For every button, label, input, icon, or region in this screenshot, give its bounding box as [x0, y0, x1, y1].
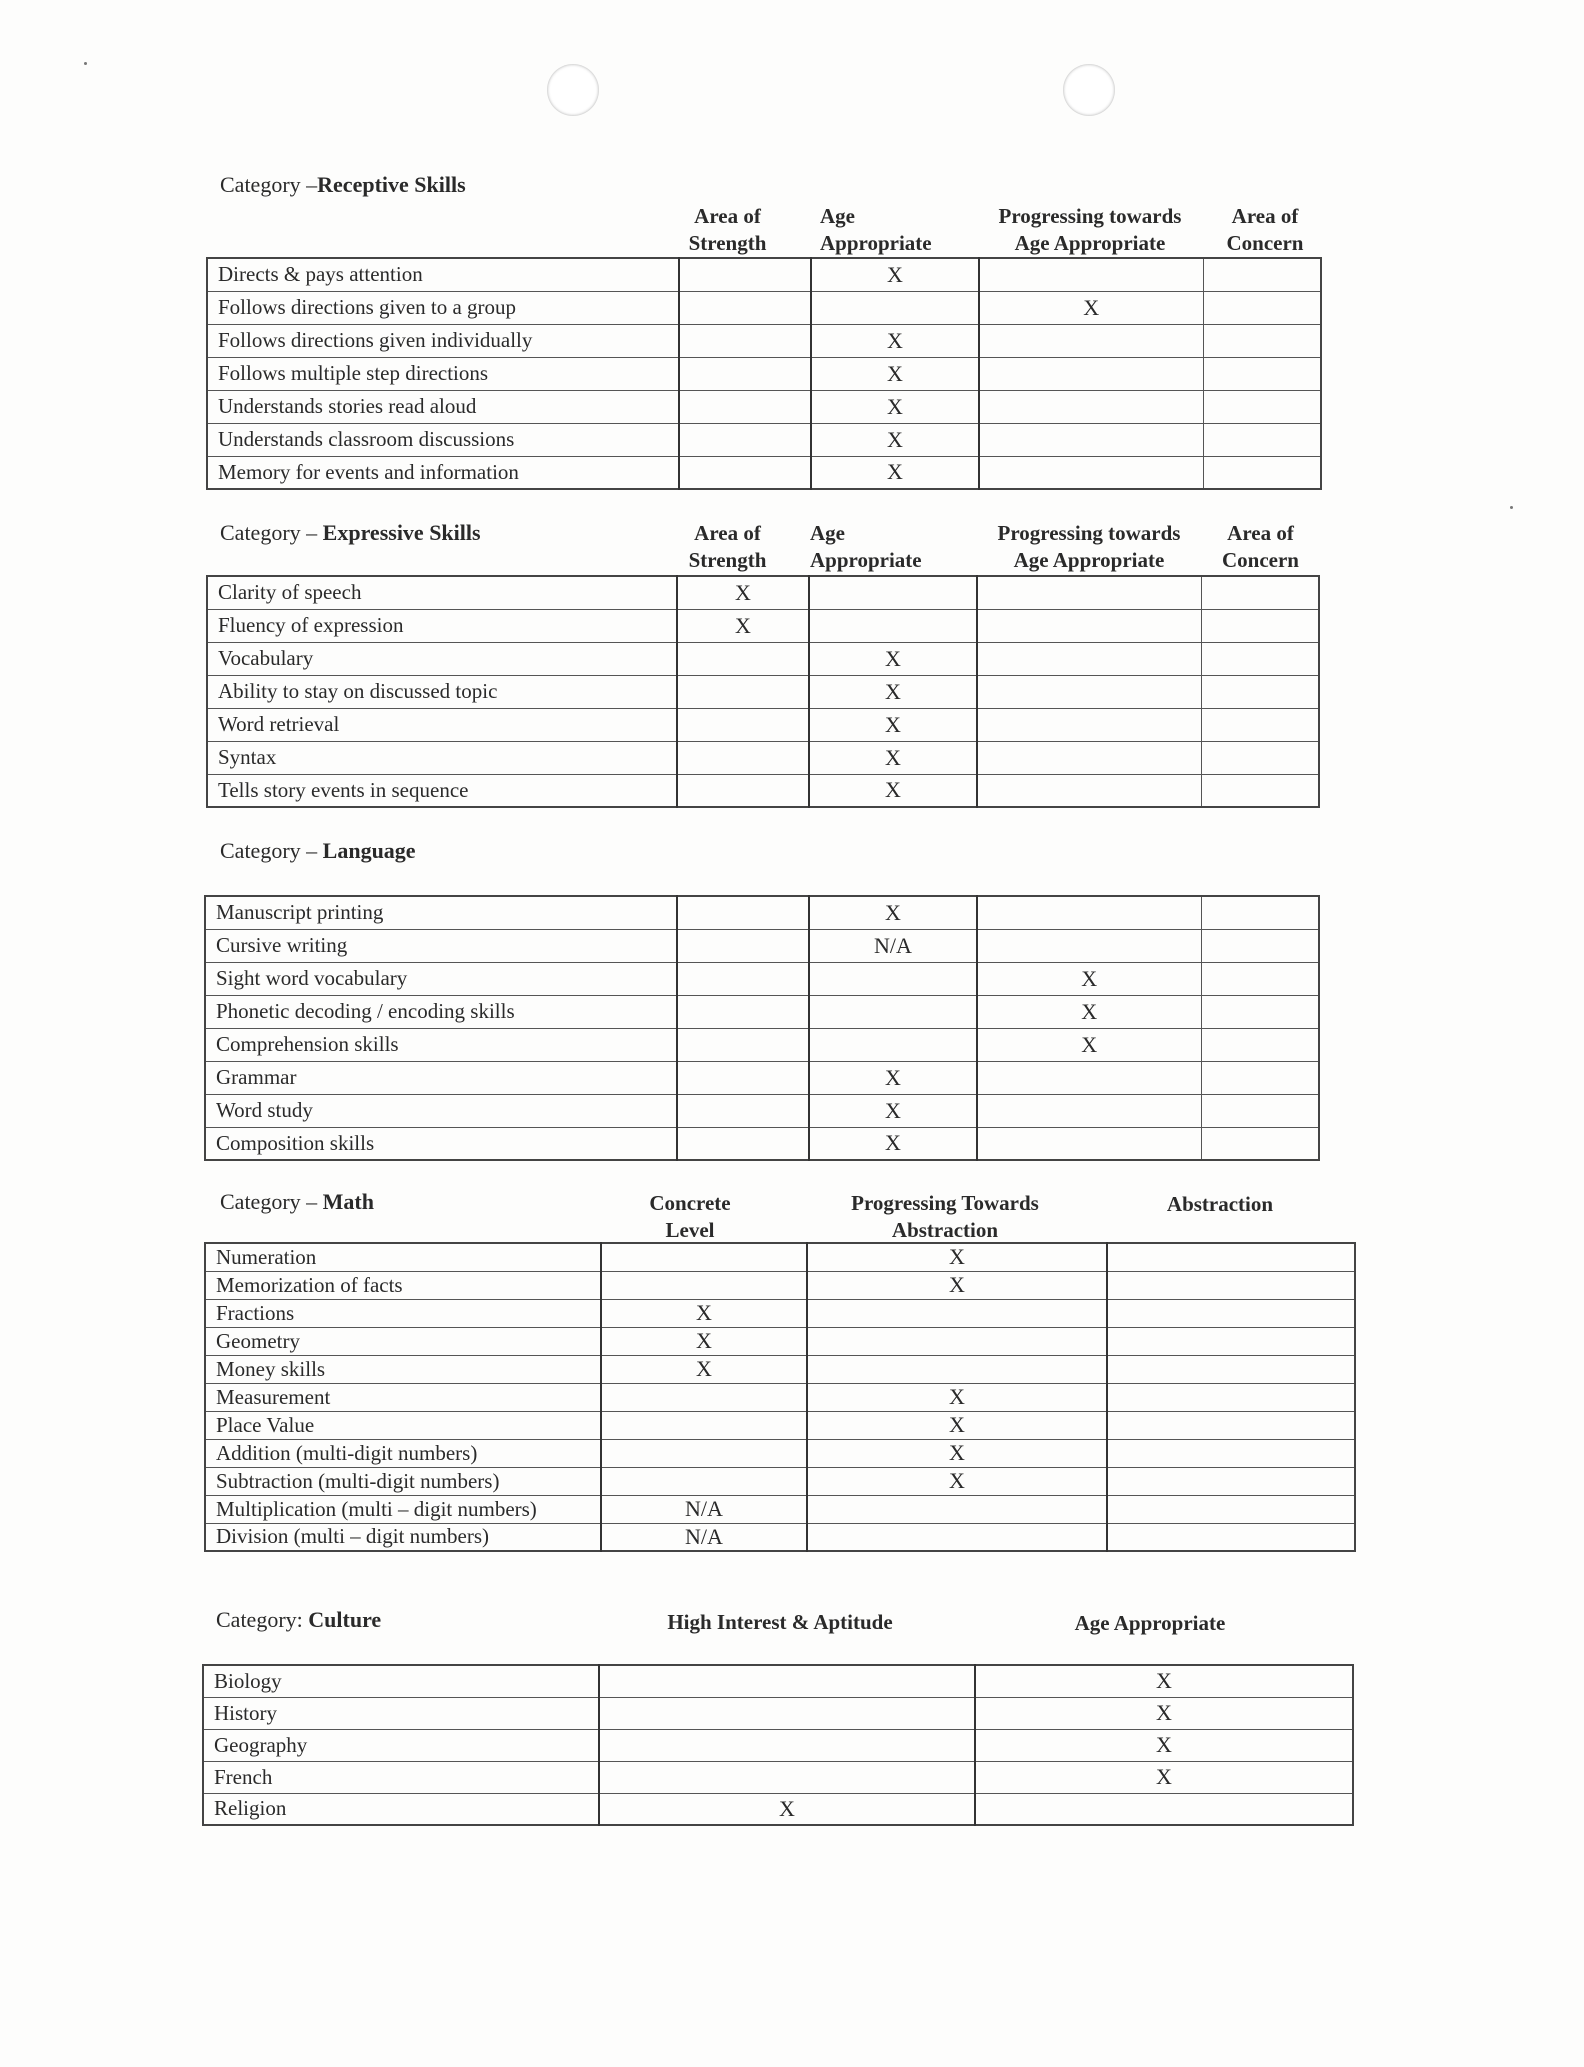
rating-cell: X [811, 423, 979, 456]
row-label: Geography [203, 1729, 599, 1761]
row-label: Geometry [205, 1327, 601, 1355]
rating-cell [809, 1028, 977, 1061]
rating-cell [677, 642, 809, 675]
rating-cell [809, 962, 977, 995]
table-row [207, 357, 1321, 390]
expressive-skills-table [206, 575, 1320, 808]
rating-cell [977, 1127, 1201, 1160]
header-high-interest: High Interest & Aptitude [667, 1610, 893, 1634]
rating-cell [1201, 962, 1319, 995]
rating-cell: X [599, 1793, 975, 1825]
table-row [207, 741, 1319, 774]
rating-cell [1201, 896, 1319, 929]
rating-cell [977, 642, 1201, 675]
rating-cell [679, 390, 811, 423]
table-row [207, 258, 1321, 291]
row-label: Vocabulary [207, 642, 677, 675]
table-row [205, 1411, 1355, 1439]
table-row [207, 675, 1319, 708]
header-progressing: Progressing towards Age Appropriate [998, 204, 1182, 255]
rating-cell [809, 609, 977, 642]
rating-cell: X [809, 896, 977, 929]
row-label: Fractions [205, 1299, 601, 1327]
rating-cell [601, 1467, 807, 1495]
header-age-appropriate: Age Appropriate [810, 521, 922, 572]
rating-cell: X [977, 962, 1201, 995]
row-label: Comprehension skills [205, 1028, 677, 1061]
rating-cell [979, 423, 1203, 456]
rating-cell [1201, 1061, 1319, 1094]
rating-cell: X [977, 995, 1201, 1028]
rating-cell [679, 324, 811, 357]
rating-cell [677, 1127, 809, 1160]
row-label: Multiplication (multi – digit numbers) [205, 1495, 601, 1523]
rating-cell: X [979, 291, 1203, 324]
rating-cell [679, 423, 811, 456]
rating-cell: X [811, 324, 979, 357]
rating-cell [979, 390, 1203, 423]
rating-cell [677, 774, 809, 807]
table-row [205, 1383, 1355, 1411]
rating-cell [1203, 423, 1321, 456]
row-label: History [203, 1697, 599, 1729]
rating-cell [977, 675, 1201, 708]
category-title-receptive: Category –Receptive Skills [220, 172, 466, 197]
row-label: Fluency of expression [207, 609, 677, 642]
row-label: Sight word vocabulary [205, 962, 677, 995]
rating-cell [807, 1327, 1107, 1355]
rating-cell [1107, 1327, 1355, 1355]
rating-cell [979, 357, 1203, 390]
rating-cell: X [807, 1467, 1107, 1495]
rating-cell: X [807, 1439, 1107, 1467]
rating-cell [1107, 1355, 1355, 1383]
rating-cell [1107, 1439, 1355, 1467]
rating-cell [807, 1523, 1107, 1551]
rating-cell [599, 1697, 975, 1729]
rating-cell [601, 1383, 807, 1411]
rating-cell [1201, 708, 1319, 741]
rating-cell: X [975, 1697, 1353, 1729]
rating-cell [677, 1028, 809, 1061]
rating-cell [807, 1299, 1107, 1327]
rating-cell: X [811, 456, 979, 489]
rating-cell: X [811, 390, 979, 423]
rating-cell [599, 1761, 975, 1793]
row-label: Measurement [205, 1383, 601, 1411]
rating-cell [1107, 1495, 1355, 1523]
rating-cell [1201, 1028, 1319, 1061]
rating-cell: X [975, 1761, 1353, 1793]
header-concrete-level: Concrete Level [649, 1191, 731, 1242]
table-row [205, 962, 1319, 995]
rating-cell [809, 995, 977, 1028]
row-label: Grammar [205, 1061, 677, 1094]
language-table [204, 895, 1320, 1161]
rating-cell: X [677, 609, 809, 642]
rating-cell: X [809, 774, 977, 807]
row-label: French [203, 1761, 599, 1793]
rating-cell: X [807, 1383, 1107, 1411]
rating-cell [979, 258, 1203, 291]
table-row [205, 1094, 1319, 1127]
rating-cell [977, 1094, 1201, 1127]
table-row [207, 423, 1321, 456]
rating-cell [601, 1271, 807, 1299]
row-label: Directs & pays attention [207, 258, 679, 291]
table-row [205, 1355, 1355, 1383]
row-label: Biology [203, 1665, 599, 1697]
table-row [205, 1028, 1319, 1061]
rating-cell [679, 456, 811, 489]
rating-cell [809, 576, 977, 609]
rating-cell [807, 1495, 1107, 1523]
rating-cell: X [601, 1327, 807, 1355]
table-row [207, 774, 1319, 807]
rating-cell: X [807, 1271, 1107, 1299]
rating-cell [975, 1793, 1353, 1825]
table-row [205, 1271, 1355, 1299]
culture-table [202, 1664, 1354, 1826]
table-row [207, 642, 1319, 675]
header-area-of-strength: Area of Strength [688, 521, 767, 572]
rating-cell [1201, 642, 1319, 675]
row-label: Cursive writing [205, 929, 677, 962]
rating-cell [599, 1665, 975, 1697]
row-label: Addition (multi-digit numbers) [205, 1439, 601, 1467]
row-label: Memory for events and information [207, 456, 679, 489]
row-label: Understands classroom discussions [207, 423, 679, 456]
category-title-culture: Category: Culture [216, 1607, 382, 1632]
table-row [205, 1327, 1355, 1355]
rating-cell [679, 258, 811, 291]
rating-cell [677, 896, 809, 929]
rating-cell [677, 1094, 809, 1127]
rating-cell [679, 291, 811, 324]
rating-cell [977, 576, 1201, 609]
table-row [205, 1127, 1319, 1160]
rating-cell [1201, 675, 1319, 708]
rating-cell [1203, 357, 1321, 390]
rating-cell [1203, 324, 1321, 357]
rating-cell [979, 456, 1203, 489]
rating-cell: X [975, 1729, 1353, 1761]
rating-cell [1201, 1094, 1319, 1127]
rating-cell [807, 1355, 1107, 1383]
receptive-skills-table [206, 257, 1322, 490]
table-row [207, 324, 1321, 357]
table-row [203, 1793, 1353, 1825]
header-abstraction: Abstraction [1166, 1192, 1274, 1216]
rating-cell [601, 1439, 807, 1467]
table-row [205, 1495, 1355, 1523]
rating-cell [677, 929, 809, 962]
punch-hole-left [547, 64, 599, 116]
category-title-expressive: Category – Expressive Skills [220, 520, 481, 545]
rating-cell [599, 1729, 975, 1761]
row-label: Division (multi – digit numbers) [205, 1523, 601, 1551]
header-area-of-strength: Area of Strength [688, 204, 767, 255]
rating-cell: X [809, 741, 977, 774]
category-title-math: Category – Math [220, 1189, 374, 1214]
rating-cell: X [601, 1299, 807, 1327]
rating-cell [1203, 390, 1321, 423]
rating-cell: X [677, 576, 809, 609]
rating-cell [977, 774, 1201, 807]
math-table [204, 1242, 1356, 1552]
rating-cell: X [977, 1028, 1201, 1061]
table-row [205, 1243, 1355, 1271]
row-label: Place Value [205, 1411, 601, 1439]
rating-cell: X [807, 1411, 1107, 1439]
rating-cell: N/A [601, 1495, 807, 1523]
header-age-appropriate: Age Appropriate [1074, 1611, 1226, 1635]
row-label: Word study [205, 1094, 677, 1127]
rating-cell [1107, 1411, 1355, 1439]
rating-cell [977, 896, 1201, 929]
rating-cell: N/A [601, 1523, 807, 1551]
rating-cell [677, 708, 809, 741]
rating-cell [1201, 995, 1319, 1028]
rating-cell [1203, 291, 1321, 324]
row-label: Follows directions given to a group [207, 291, 679, 324]
rating-cell [677, 1061, 809, 1094]
row-label: Manuscript printing [205, 896, 677, 929]
header-progressing-towards-abstraction: Progressing Towards Abstraction [851, 1191, 1039, 1242]
table-row [205, 1299, 1355, 1327]
rating-cell [1201, 576, 1319, 609]
rating-cell: X [811, 357, 979, 390]
row-label: Religion [203, 1793, 599, 1825]
table-row [207, 456, 1321, 489]
rating-cell [1201, 741, 1319, 774]
rating-cell [1107, 1467, 1355, 1495]
rating-cell [979, 324, 1203, 357]
rating-cell [1107, 1299, 1355, 1327]
rating-cell: X [809, 1127, 977, 1160]
row-label: Subtraction (multi-digit numbers) [205, 1467, 601, 1495]
rating-cell [1203, 258, 1321, 291]
rating-cell [677, 741, 809, 774]
category-title-language: Category – Language [220, 838, 416, 863]
rating-cell [1201, 1127, 1319, 1160]
rating-cell: X [601, 1355, 807, 1383]
row-label: Numeration [205, 1243, 601, 1271]
paper-speck [1510, 506, 1513, 509]
rating-cell: X [809, 708, 977, 741]
table-row [207, 576, 1319, 609]
table-row [205, 1523, 1355, 1551]
row-label: Ability to stay on discussed topic [207, 675, 677, 708]
rating-cell [1107, 1243, 1355, 1271]
row-label: Follows directions given individually [207, 324, 679, 357]
rating-cell: X [809, 1061, 977, 1094]
row-label: Phonetic decoding / encoding skills [205, 995, 677, 1028]
rating-cell [1201, 774, 1319, 807]
row-label: Memorization of facts [205, 1271, 601, 1299]
rating-cell [1201, 929, 1319, 962]
rating-cell: X [975, 1665, 1353, 1697]
table-row [205, 896, 1319, 929]
rating-cell [677, 962, 809, 995]
rating-cell: X [809, 675, 977, 708]
header-area-of-concern: Area of Concern [1222, 521, 1299, 572]
table-row [205, 995, 1319, 1028]
table-row [205, 1439, 1355, 1467]
row-label: Syntax [207, 741, 677, 774]
rating-cell [1203, 456, 1321, 489]
rating-cell: N/A [809, 929, 977, 962]
table-row [205, 929, 1319, 962]
header-progressing: Progressing towards Age Appropriate [997, 521, 1181, 572]
table-row [203, 1665, 1353, 1697]
table-row [207, 609, 1319, 642]
rating-cell [601, 1411, 807, 1439]
table-row [203, 1761, 1353, 1793]
rating-cell: X [809, 1094, 977, 1127]
table-row [205, 1467, 1355, 1495]
header-age-appropriate: Age Appropriate [820, 204, 932, 255]
row-label: Word retrieval [207, 708, 677, 741]
rating-cell [679, 357, 811, 390]
rating-cell [977, 929, 1201, 962]
rating-cell [1201, 609, 1319, 642]
rating-cell [1107, 1271, 1355, 1299]
rating-cell [601, 1243, 807, 1271]
table-row [205, 1061, 1319, 1094]
rating-cell [1107, 1383, 1355, 1411]
rating-cell: X [807, 1243, 1107, 1271]
rating-cell [977, 741, 1201, 774]
table-row [207, 390, 1321, 423]
rating-cell: X [811, 258, 979, 291]
rating-cell [977, 708, 1201, 741]
table-row [203, 1729, 1353, 1761]
table-row [207, 708, 1319, 741]
table-row [203, 1697, 1353, 1729]
row-label: Clarity of speech [207, 576, 677, 609]
row-label: Composition skills [205, 1127, 677, 1160]
row-label: Tells story events in sequence [207, 774, 677, 807]
rating-cell: X [809, 642, 977, 675]
row-label: Follows multiple step directions [207, 357, 679, 390]
row-label: Understands stories read aloud [207, 390, 679, 423]
paper-speck [84, 62, 87, 65]
row-label: Money skills [205, 1355, 601, 1383]
punch-hole-right [1063, 64, 1115, 116]
header-area-of-concern: Area of Concern [1226, 204, 1304, 255]
table-row [207, 291, 1321, 324]
rating-cell [811, 291, 979, 324]
rating-cell [677, 675, 809, 708]
rating-cell [977, 1061, 1201, 1094]
rating-cell [1107, 1523, 1355, 1551]
rating-cell [677, 995, 809, 1028]
rating-cell [977, 609, 1201, 642]
